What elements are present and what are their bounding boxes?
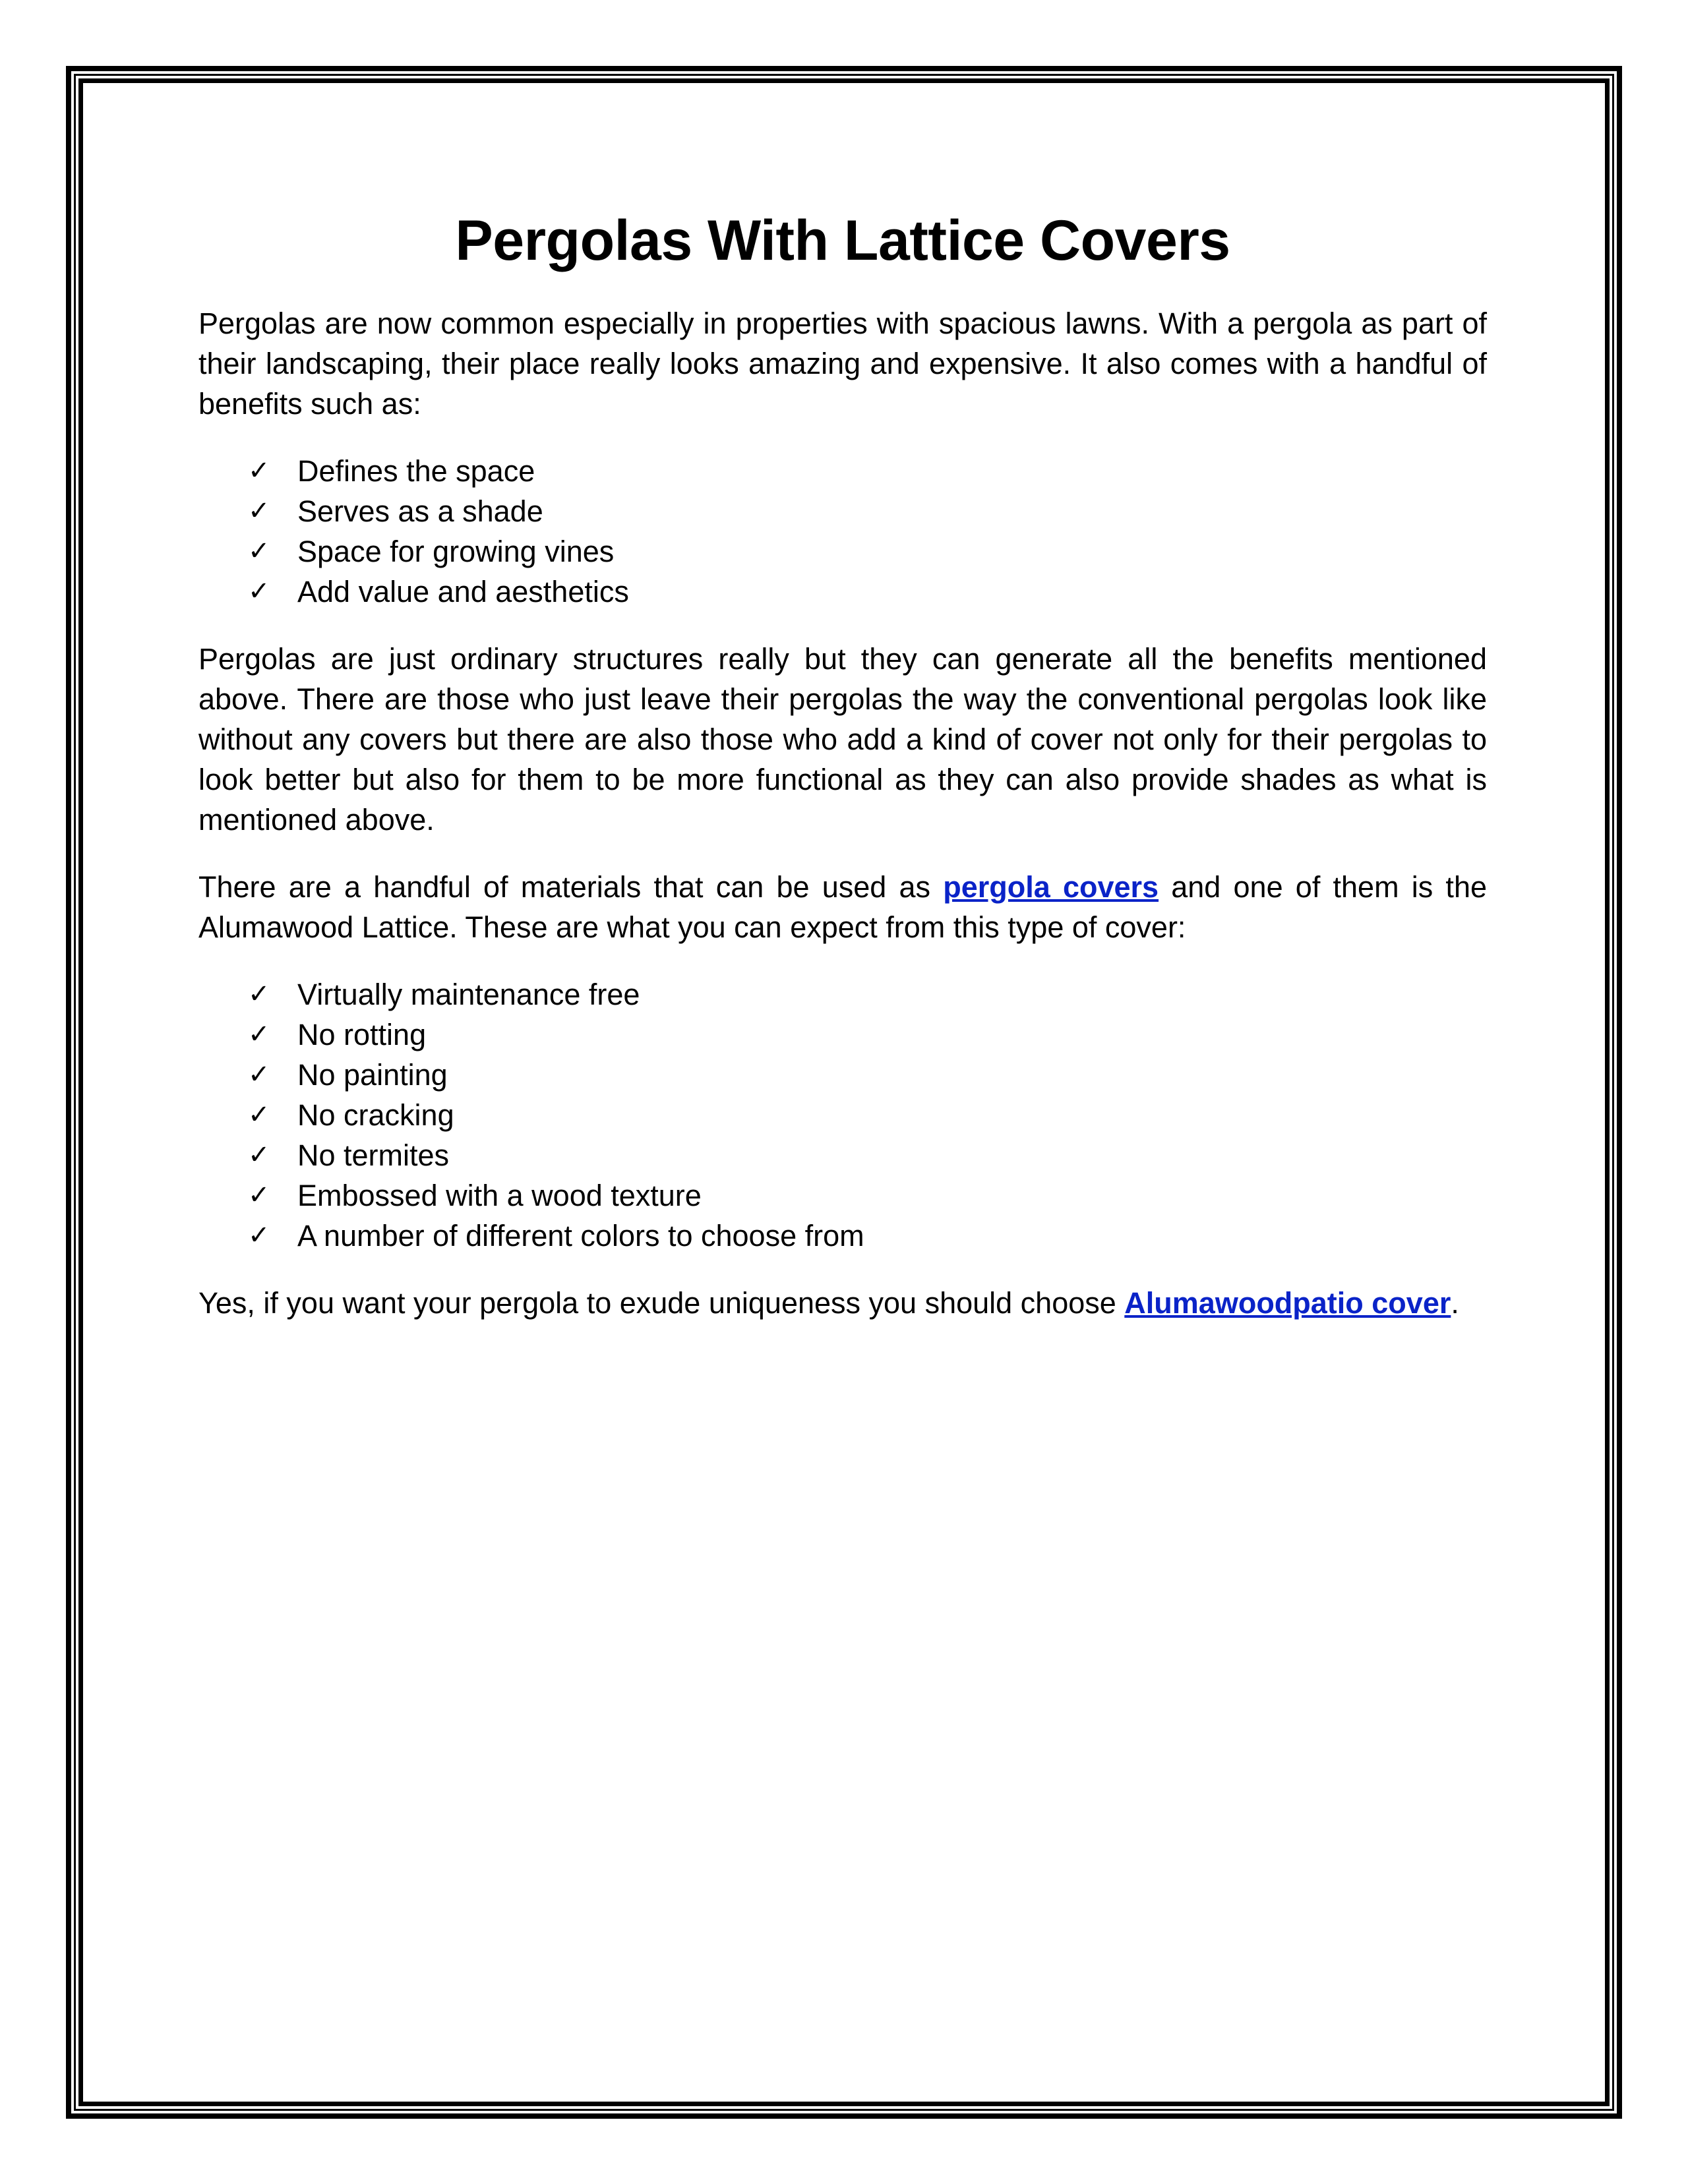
list-item [198,1175,1487,1216]
check-mark-icon: ✓ [248,536,270,566]
list-item [198,1135,1487,1175]
list-item [198,1095,1487,1135]
check-mark-icon: ✓ [248,1059,270,1090]
list-item-label: Embossed with a wood texture [297,1179,702,1212]
check-mark-icon: ✓ [248,456,270,486]
page-title: Pergolas With Lattice Covers [455,209,1230,272]
third-paragraph-text-end: and one of them is the Alumawood Lattice. These are what you can expect from this type of cover: [198,870,1487,944]
check-mark-icon: ✓ [248,1100,270,1130]
list-item-label: Virtually maintenance free [297,978,640,1011]
list-item [198,572,1487,612]
list-item [198,974,1487,1015]
benefits-list [198,451,1487,612]
list-item-label: No termites [297,1138,450,1172]
list-item [198,451,1487,491]
features-list [198,974,1487,1256]
list-item [198,1015,1487,1055]
list-item-label: Defines the space [297,454,535,488]
list-item-label: Space for growing vines [297,535,615,568]
closing-paragraph-text-start: Yes, if you want your pergola to exude uniqueness you should choose [198,1286,1125,1320]
check-mark-icon: ✓ [248,1140,270,1170]
check-mark-icon: ✓ [248,496,270,526]
list-item-label: No painting [297,1058,448,1092]
list-item-label: Serves as a shade [297,494,543,528]
list-item [198,491,1487,531]
list-item-label: No rotting [297,1018,427,1051]
check-mark-icon: ✓ [248,1180,270,1210]
list-item [198,531,1487,572]
closing-paragraph [198,1283,1487,1323]
intro-paragraph: Pergolas are now common especially in properties with spacious lawns. With a pergola as part of their landscaping, their place really looks amazing and expensive. It also comes with a handful of benefits such as: [198,307,1487,421]
check-mark-icon: ✓ [248,1220,270,1251]
list-item [198,1216,1487,1256]
list-item-label: No cracking [297,1098,454,1132]
check-mark-icon: ✓ [248,979,270,1009]
check-mark-icon: ✓ [248,1019,270,1049]
pergola-covers-link[interactable]: pergola covers [943,870,1159,904]
list-item-label: A number of different colors to choose from [297,1219,864,1253]
third-paragraph [198,867,1487,947]
third-paragraph-text-start: There are a handful of materials that can be used as [198,870,944,904]
list-item [198,1055,1487,1095]
closing-paragraph-text-end: . [1451,1286,1459,1320]
document-body [198,198,1487,1323]
check-mark-icon: ✓ [248,576,270,606]
list-item-label: Add value and aesthetics [297,575,629,608]
second-paragraph: Pergolas are just ordinary structures really but they can generate all the benefits mentioned above. There are those who just leave their pergolas the way the conventional pergolas look like without any covers but there are also those who add a kind of cover not only for their pergolas to look better but also for them to be more functional as they can also provide shades as what is mentioned above. [198,642,1487,837]
alumawood-patio-cover-link[interactable]: Alumawoodpatio cover [1124,1286,1451,1320]
